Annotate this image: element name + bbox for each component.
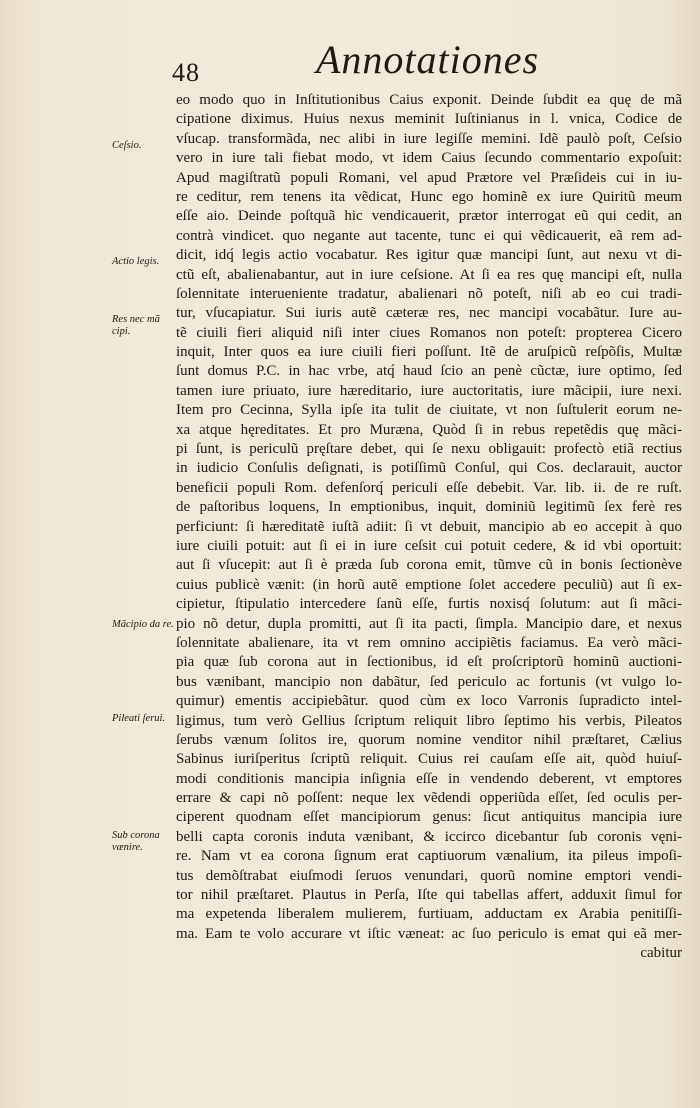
text-line: modi conditionis mancipia inſignia eſſe in vendendo deberent, vt emptores [176,770,682,787]
text-line: vſucap. transformãda, nec alibi in iure legiſſe memini. Idẽ paulò poſt, Ceſsio [176,130,682,147]
margin-note-res-nec-mancipi: Res nec mã cipi. [112,314,160,337]
text-line: aut ſi vſucepit: aut ſi è præda ſub corona emit, tũmve cũ in bonis ſectionève [176,557,682,574]
text-line: vero in iure tali fiebat modo, vt idem Caius ſecundo commentario expoſuit: [176,150,682,167]
text-line: perficiunt: ſi hæreditatẽ iuſtã adiit: ſi vt debuit, mancipio ab eo accepit à quo [176,518,682,535]
text-line: ctũ eſt, abalienabantur, aut in iure ceſsione. At ſi ea res quę mancipi eſt, nulla [176,266,682,283]
text-line: re. Nam vt ea corona ſignum erat captiuorum vænalium, ita pileus impoſi- [176,848,682,865]
text-line: dicit, idq́ legis actio vocabatur. Res igitur quæ mancipi ſunt, aut nexu vt di- [176,247,682,264]
text-line: ciperent quodnam eſſet mancipiorum genus: ſicut antiquitus mancipia iure [176,809,682,826]
text-line: eſſe aio. Deinde poſtquã hic vendicauerit, prætor interrogat eũ qui cedit, an [176,208,682,225]
text-line: pia quæ ſub corona aut in ſectionibus, id eſt proſcriptorũ hominũ auctioni- [176,654,682,671]
text-line: eo modo quo in Inſtitutionibus Caius exponit. Deinde ſubdit ea quę de mã [176,92,682,108]
text-line: inquit, Inter quos ea iure ciuili fieri poſſunt. Itẽ de aruſpicũ reſpõſis, Multæ [176,344,682,361]
text-line: bus vænibant, mancipio non dabãtur, ſed periculo ac fortunis (vt vulgo lo- [176,673,682,690]
text-line: cabitur [640,945,682,962]
text-line: Sabinus iuriſperitus ſcriptũ reliquit. Cuius rei cauſam eſſe ait, quòd huiuſ- [176,751,682,768]
text-line: cipietur, ſtipulatio intercedere ſanũ eſſe, furtis noxisq́ ſolutum: aut ſi mãci- [176,596,682,613]
text-line: contrà vindicet. quo negante aut tacente, tunc ei qui vẽdicauerit, eã rem ad- [176,227,682,244]
text-line: ſunt domus P.C. in hac vrbe, atq́ haud ſcio an penè cũctæ, iure optimo, ſed [176,363,682,380]
margin-note-actio-legis: Actio legis. [112,256,160,267]
margin-note-cessio: Ceſsio. [112,140,142,151]
text-line: ma expetenda liberalem mulierem, furtiuam, adductam ex Arabia penitiſſi- [176,906,682,923]
text-line: tor nihil præſtaret. Plautus in Perſa, Iſte qui tabellas affert, adduxit ſimul for [176,887,682,904]
text-line: re ceditur, rem tenens ita vẽdicat, Hunc ego hominẽ ex iure Quiritũ meum [176,188,682,205]
text-line: belli capta coronis induta vænibant, & iccirco dicebantur ſub coronis vęni- [176,828,682,845]
text-line: cipatione diximus. Huius nexus meminit Iuſtinianus in l. vnica, Codice de [176,111,682,128]
text-line: ſerubs vænum ſolitos ire, quorum nomine venditor nihil præſtaret, Cælius [176,731,682,748]
text-line: quimur) ementis accipiebãtur. quod cùm ex loco Varronis ſupradicto intel- [176,693,682,710]
running-head: Annotationes [316,37,540,82]
body-text [176,91,682,964]
text-line: ſolennitate abalienare, ita vt rem omnino accipiẽtis faciamus. Ea verò mãci- [176,634,682,651]
text-line: tus demõſtrabat eiuſmodi ſeruos venundari, quorũ nomine emptori vendi- [176,867,682,884]
text-line: in iudicio Conſulis deſignati, is potiſſimũ Conſul, qui Cos. declarauit, auctor [176,460,682,477]
text-line: ſolennitate interueniente tradatur, abalienari nõ poteſt, niſi ab eo cui tradi- [176,285,682,302]
text-line: ma. Eam te volo accurare vt iſtic væneat: ac ſuo periculo is emat qui eã mer- [176,925,682,942]
text-line: de paſtoribus loquens, In emptionibus, inquit, dominiũ legitimũ ſex ferè res [176,499,682,516]
text-line: tẽ ciuili fieri aliquid niſi inter ciues Romanos non poteſt: propterea Cicero [176,324,682,341]
text-line: iure ciuili potuit: aut ſi ei in iure ceſsit cui potuit cedere, & id vbi oportuit: [176,537,682,554]
text-line: tur, vſucapiatur. Sui iuris autẽ cæteræ res, nec mancipi vocabãtur. Iure au- [176,305,682,322]
text-line: errare & capi nõ poſſent: neque lex vẽdendi opperiũda eſſet, ſed oculis per- [176,790,682,807]
text-line: tamen iure priuato, iure hæreditario, iure auctoritatis, iure mãcipii, iure nexi. [176,382,682,399]
margin-note-mancipio-dare: Mãcipio da re. [112,619,174,630]
text-line: cuius publicè vænit: (in horũ autẽ emptione ſolet accedere peculiũ) aut ſi ex- [176,576,682,593]
page-number: 48 [172,58,200,87]
margin-note-sub-corona: Sub corona vænire. [112,830,160,853]
text-line: xa atque hęreditates. Et pro Muræna, Quòd ſi in rebus repetẽdis quę mãci- [176,421,682,438]
margin-note-pileati-servi: Pileati ſerui. [112,713,166,724]
text-line: pio nõ detur, dupla promitti, aut ſi ita pacti, ſimpla. Mancipio dare, et nexus [176,615,682,632]
text-line: Apud magiſtratũ populi Romani, vel apud Prætore vel Præſideis cui in iu- [176,169,682,186]
text-line: beneficii populi Rom. defenſorq́ periculi eſſe debebit. Var. lib. ii. de re ruſt. [176,479,682,496]
text-line: Item pro Cecinna, Sylla ipſe ita tulit de ciuitate, vt non ſuſtulerit eorum ne- [176,402,682,419]
text-line: pi ſunt, is periculũ pręſtare debet, qui ſe nexu obligauit: profectò etiã rectius [176,441,682,458]
text-line: ligimus, tum verò Gellius ſcriptum reliquit libro ſeptimo his verbis, Pileatos [176,712,682,729]
